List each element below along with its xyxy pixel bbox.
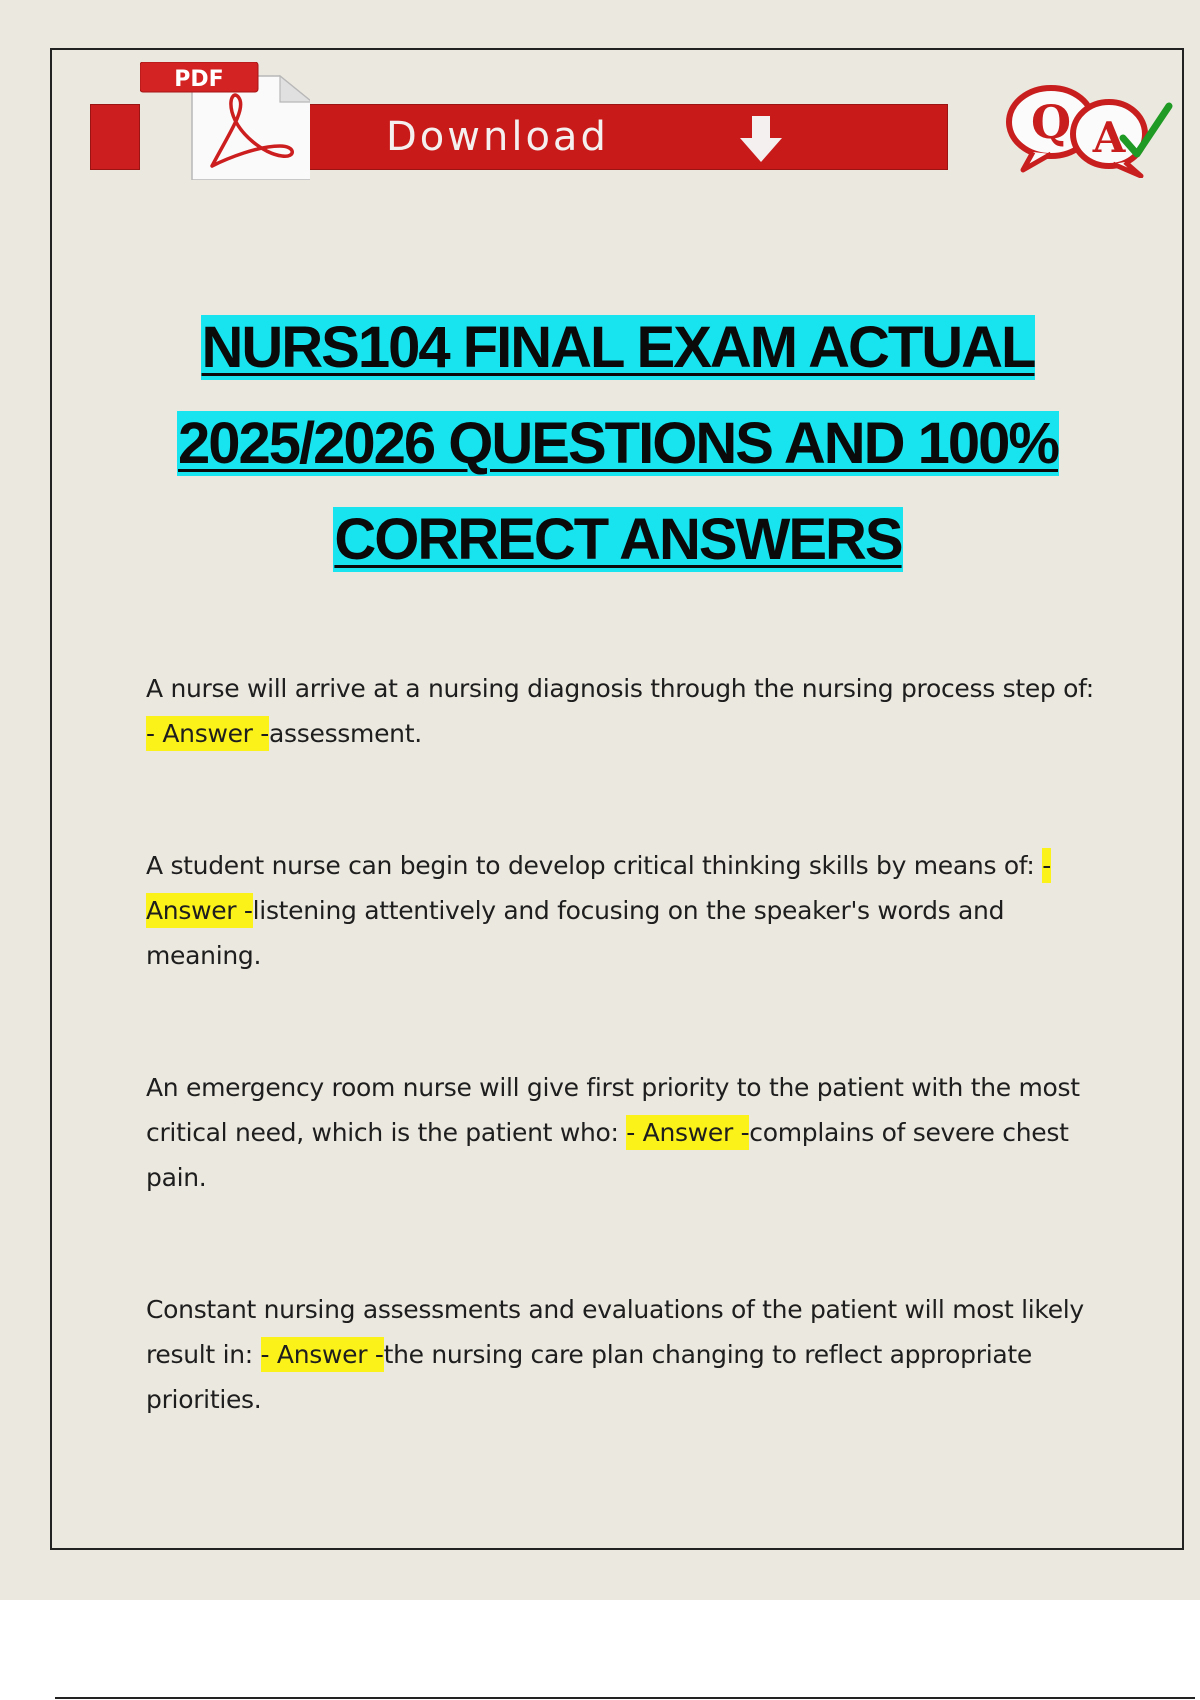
- qa-item-2: [146, 843, 1106, 978]
- title-line-1: NURS104 FINAL EXAM ACTUAL: [201, 315, 1035, 380]
- document-title: [60, 300, 1176, 588]
- question-text: A nurse will arrive at a nursing diagnosis through the nursing process step of:: [146, 674, 1094, 703]
- answer-marker: - Answer -: [146, 716, 269, 751]
- logo-a-letter: A: [1092, 113, 1126, 162]
- answer-text: assessment.: [269, 719, 422, 748]
- download-label: Download: [386, 114, 609, 160]
- arrow-down-icon: [738, 114, 784, 164]
- answer-marker: - Answer -: [261, 1337, 384, 1372]
- pdf-document-icon: [140, 62, 310, 180]
- answer-text: complains of severe chest pain.: [146, 1118, 1069, 1192]
- qa-item-1: [146, 666, 1106, 756]
- bottom-divider: [55, 1697, 1195, 1699]
- question-text: Constant nursing assessments and evaluations of the patient will most likely result in:: [146, 1295, 1084, 1369]
- download-pdf-banner[interactable]: [90, 62, 860, 182]
- answer-marker: - Answer -: [626, 1115, 749, 1150]
- answer-text: listening attentively and focusing on the speaker's words and meaning.: [146, 896, 1005, 970]
- qa-item-3: [146, 1065, 1106, 1200]
- banner-left-block: [90, 104, 140, 170]
- qa-chat-logo: [1005, 82, 1173, 178]
- title-line-3: CORRECT ANSWERS: [334, 507, 902, 572]
- answer-text: the nursing care plan changing to reflect appropriate priorities.: [146, 1340, 1032, 1414]
- title-line-2: 2025/2026 QUESTIONS AND 100%: [178, 411, 1058, 476]
- answer-marker: - Answer -: [146, 848, 1051, 928]
- qa-item-4: [146, 1287, 1106, 1422]
- pdf-badge-text: PDF: [174, 67, 224, 92]
- logo-q-letter: Q: [1030, 95, 1072, 149]
- question-text: An emergency room nurse will give first priority to the patient with the most critical need, which is the patient who:: [146, 1073, 1080, 1147]
- question-text: A student nurse can begin to develop critical thinking skills by means of:: [146, 851, 1043, 880]
